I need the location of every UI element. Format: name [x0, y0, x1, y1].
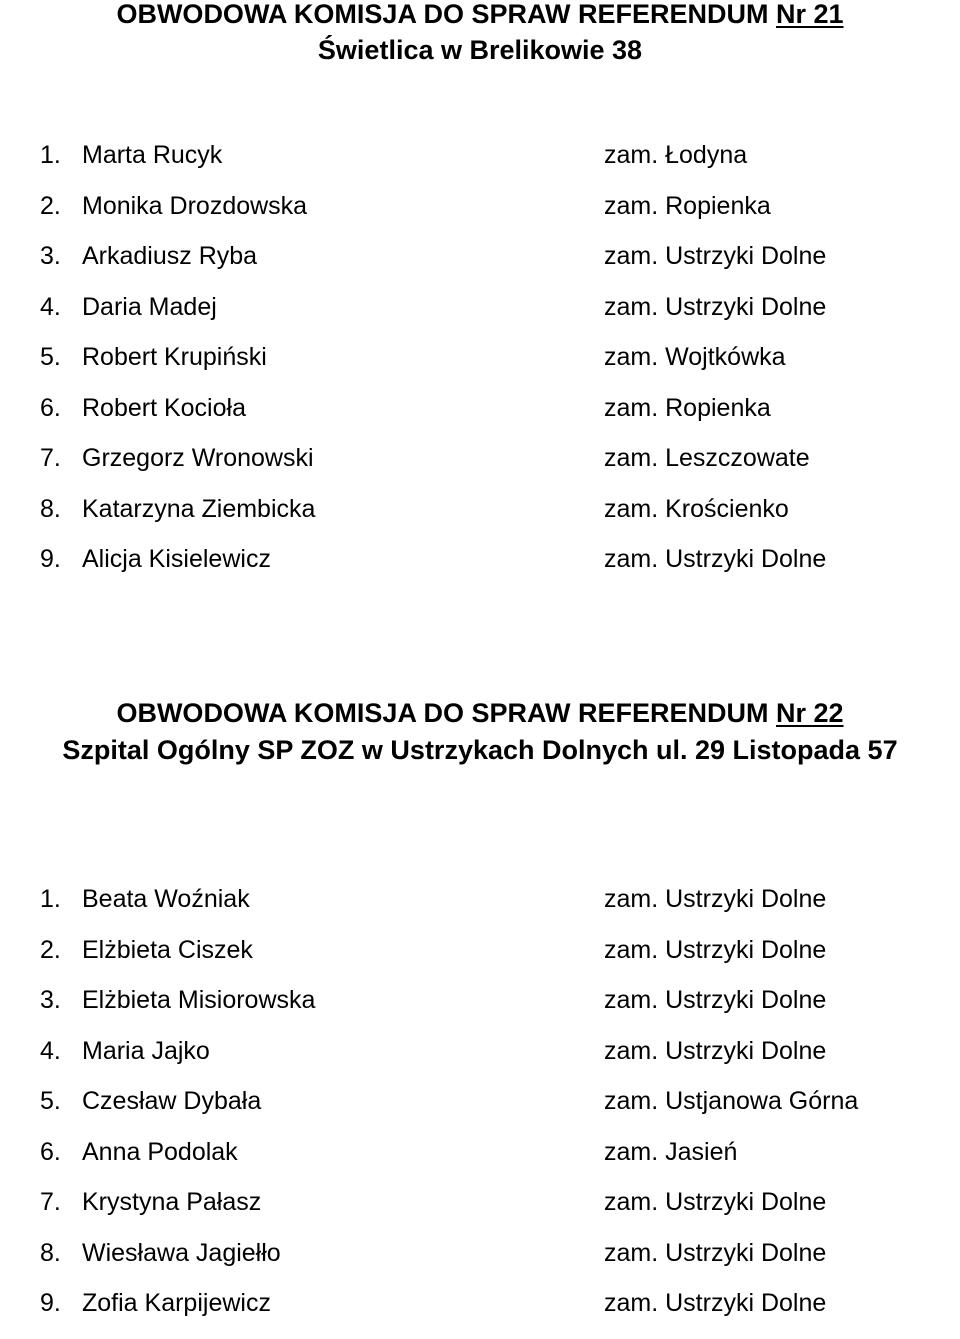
member-name: Robert Krupiński [82, 343, 267, 371]
member-name: Czesław Dybała [82, 1087, 262, 1115]
member-address: zam. Ustrzyki Dolne [604, 1289, 827, 1317]
member-name: Daria Madej [82, 292, 217, 321]
member-number: 7. [40, 1188, 61, 1216]
member-name: Robert Kocioła [82, 393, 246, 422]
commission-21-title: OBWODOWA KOMISJA DO SPRAW REFERENDUM [116, 0, 769, 29]
member-name: Wiesława Jagiełło [82, 1238, 281, 1267]
member-address: zam. Leszczowate [604, 444, 810, 472]
commission-22-number: Nr 22 [775, 698, 844, 728]
commission-21-location: Świetlica w Brelikowie 38 [317, 35, 643, 65]
member-row [0, 292, 960, 343]
member-address: zam. Jasień [604, 1137, 738, 1166]
member-address: zam. Ustrzyki Dolne [604, 885, 827, 913]
member-row [0, 1238, 960, 1289]
member-name: Anna Podolak [82, 1137, 238, 1166]
member-address: zam. Ustrzyki Dolne [604, 545, 827, 573]
member-row [0, 544, 960, 595]
member-address: zam. Ustrzyki Dolne [604, 1036, 827, 1065]
member-name: Elżbieta Ciszek [82, 935, 253, 964]
member-name: Elżbieta Misiorowska [82, 986, 316, 1014]
member-number: 8. [40, 494, 61, 523]
member-row [0, 1288, 960, 1339]
member-address: zam. Ropienka [604, 191, 771, 220]
member-address: zam. Ustrzyki Dolne [604, 935, 827, 964]
member-number: 5. [40, 1087, 61, 1115]
member-row [0, 1036, 960, 1087]
member-address: zam. Ustjanowa Górna [604, 1087, 859, 1115]
member-row [0, 935, 960, 986]
member-name: Maria Jajko [82, 1036, 210, 1065]
member-row [0, 1086, 960, 1137]
member-address: zam. Ustrzyki Dolne [604, 1238, 827, 1267]
member-row [0, 241, 960, 292]
member-number: 3. [40, 986, 61, 1014]
member-address: zam. Ustrzyki Dolne [604, 986, 827, 1014]
member-number: 9. [40, 545, 61, 573]
member-address: zam. Wojtkówka [604, 343, 786, 371]
member-name: Grzegorz Wronowski [82, 444, 314, 472]
member-row [0, 884, 960, 935]
member-row [0, 140, 960, 191]
member-number: 2. [40, 935, 61, 964]
member-name: Monika Drozdowska [82, 191, 308, 220]
member-number: 1. [40, 141, 61, 169]
member-address: zam. Ustrzyki Dolne [604, 292, 827, 321]
member-number: 9. [40, 1289, 61, 1317]
member-address: zam. Krościenko [604, 494, 789, 523]
commission-22-location: Szpital Ogólny SP ZOZ w Ustrzykach Dolnych ul. 29 Listopada 57 [62, 735, 898, 765]
member-name: Zofia Karpijewicz [82, 1289, 271, 1317]
member-number: 4. [40, 1036, 61, 1065]
member-row [0, 443, 960, 494]
member-name: Krystyna Pałasz [82, 1188, 262, 1216]
commission-21-member-list [0, 140, 960, 595]
member-number: 3. [40, 242, 61, 270]
member-number: 6. [40, 393, 61, 422]
member-name: Beata Woźniak [82, 885, 250, 913]
commission-22-heading [0, 696, 960, 730]
member-row [0, 1187, 960, 1238]
member-row [0, 494, 960, 545]
member-number: 6. [40, 1137, 61, 1166]
commission-21-heading [0, 0, 960, 31]
member-address: zam. Łodyna [604, 141, 748, 169]
member-address: zam. Ustrzyki Dolne [604, 1188, 827, 1216]
member-name: Katarzyna Ziembicka [82, 494, 316, 523]
commission-22-title: OBWODOWA KOMISJA DO SPRAW REFERENDUM [116, 698, 769, 728]
member-name: Arkadiusz Ryba [82, 242, 258, 270]
member-number: 2. [40, 191, 61, 220]
member-row [0, 191, 960, 242]
commission-21-number: Nr 21 [775, 0, 844, 29]
member-number: 1. [40, 885, 61, 913]
member-number: 7. [40, 444, 61, 472]
member-number: 5. [40, 343, 61, 371]
member-name: Alicja Kisielewicz [82, 545, 271, 573]
member-row [0, 393, 960, 444]
member-address: zam. Ropienka [604, 393, 771, 422]
member-number: 8. [40, 1238, 61, 1267]
commission-22-member-list [0, 884, 960, 1339]
member-row [0, 342, 960, 393]
member-name: Marta Rucyk [82, 141, 223, 169]
member-number: 4. [40, 292, 61, 321]
member-address: zam. Ustrzyki Dolne [604, 242, 827, 270]
member-row [0, 1137, 960, 1188]
member-row [0, 985, 960, 1036]
